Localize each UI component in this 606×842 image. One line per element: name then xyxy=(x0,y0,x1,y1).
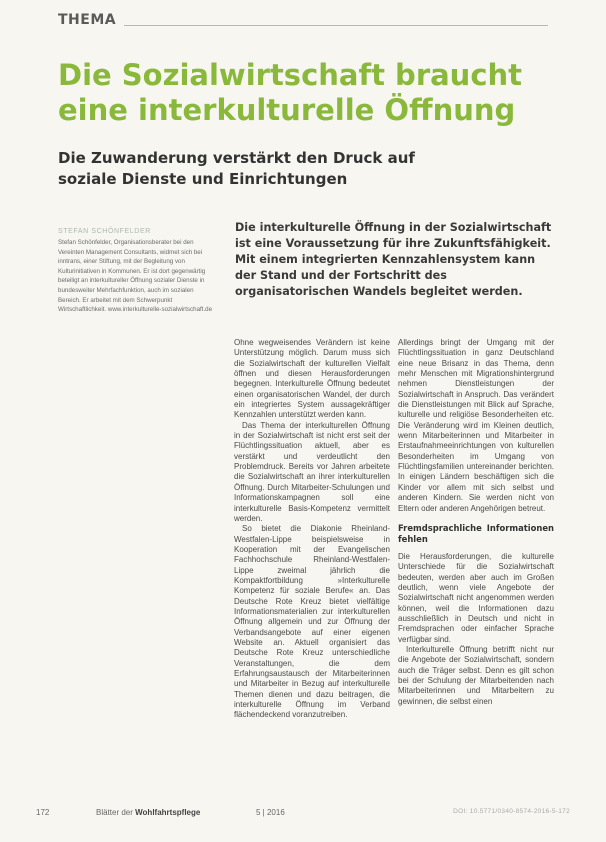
doi: DOI: 10.5771/0340-8574-2016-5-172 xyxy=(453,808,570,815)
body-paragraph: Ohne wegweisendes Verändern ist keine Unterstützung möglich. Darum muss sich die Sozialwirtschaft der kulturellen Vielfalt öffnen und diesen Herausforderungen begegnen. Interkulturelle Öffnung bedeutet einen organisatorischen Wandel, der durch ein integriertes System aussagekräftiger Kennzahlen unterstützt werden kann. xyxy=(234,338,390,420)
author-name: STEFAN SCHÖNFELDER xyxy=(58,228,151,235)
article-subtitle: Die Zuwanderung verstärkt den Druck auf soziale Dienste und Einrichtungen xyxy=(58,149,415,188)
subheading: Fremdsprachliche Informationen fehlen xyxy=(398,522,554,544)
issue-number: 5 | 2016 xyxy=(256,808,285,817)
body-paragraph: Das Thema der interkulturellen Öffnung in der Sozialwirtschaft ist nicht erst seit der Flüchtlingssituation aktuell, aber es verstärkt und verdeutlicht den Problemdruck. Bereits vor Jahren arbeitete die Sozialwirtschaft an ihrer interkulturellen Öffnung. Durch Mitarbeiter-Schulungen und Informationskampagnen soll eine interkulturelle Basis-Kompetenz vermittelt werden. xyxy=(234,420,390,523)
lead-paragraph: Die interkulturelle Öffnung in der Sozialwirtschaft ist eine Voraussetzung für ihre Zukunftsfähigkeit. Mit einem integrierten Kennzahlensystem kann der Stand und der Fortschritt des organisatorischen Wandels begleitet werden. xyxy=(235,221,552,298)
section-label: THEMA xyxy=(58,12,117,28)
author-bio: Stefan Schönfelder, Organisationsberater bei den Vereinten Management Consultants, widmet sich bei inntrans, einer Stiftung, mit der Begleitung von Kulturinitiativen in Kommunen. Er ist dort gegenwärtig beteiligt an interkultureller Öffnung sozialer Dienste in bundesweiter Mehrfachfunktion, auch im sozialen Bereich. Er arbeitet mit dem Schwerpunkt Wirtschaftlichkeit. www.interkulturelle-sozialwirtschaft.de xyxy=(58,239,213,314)
author-block xyxy=(58,228,216,315)
publication-prefix: Blätter der xyxy=(96,808,136,817)
body-paragraph: Die Herausforderungen, die kulturelle Unterschiede für die Sozialwirtschaft bedeuten, werden aber auch im Großen deutlich, wenn viele Angebote der Sozialwirtschaft nicht angenommen werden können, weil die Informationen dazu ausschließlich in Deutsch und nicht in Fremdsprachen oder einfacher Sprache verfügbar sind. xyxy=(398,551,554,644)
body-paragraph: Interkulturelle Öffnung betrifft nicht nur die Angebote der Sozialwirtschaft, sondern auch die Träger selbst. Denn es gilt schon bei der Schulung der Mitarbeitenden nach Mitarbeiterinnen und Mitarbeitern zu gewinnen, die selbst einen xyxy=(398,644,554,706)
publication-bold: Wohlfahrtspflege xyxy=(135,808,201,817)
section-rule xyxy=(124,25,548,26)
body-paragraph: Allerdings bringt der Umgang mit der Flüchtlingssituation in ganz Deutschland eine neue Brisanz in das Thema, denn mehr Menschen mit Migrationshintergrund nehmen Dienstleistungen der Sozialwirtschaft in Anspruch. Das verändert die Dienstleistungen mit Blick auf Sprache, kulturelle und religiöse Besonderheiten etc. Die Veränderung wird im Kleinen deutlich, wenn Mitarbeiterinnen und Mitarbeiter in Erstaufnahmeeinrichtungen von kulturellen Besonderheiten im Umgang von Flüchtlingsfamilien untereinander berichten. In einigen Ländern beschäftigen sich die Kinder vor allem mit sich selbst und anderen Kindern. Sie werden nicht von Eltern oder anderen Angehörigen betreut. xyxy=(398,338,554,513)
page-number: 172 xyxy=(36,808,50,817)
body-paragraph: So bietet die Diakonie Rheinland-Westfalen-Lippe beispielsweise in Kooperation mit der Evangelischen Fachhochschule Rheinland-Westfalen-Lippe zweimal jährlich die Kompaktfortbildung »Interkulturelle Kompetenz für soziale Berufe« an. Das Deutsche Rote Kreuz bietet vielfältige Informationsmaterialien zur interkulturellen Öffnung allgemein und zur Öffnung der Verbandsangebote auf einer eigenen Website an. Aktuell organisiert das Deutsche Rote Kreuz unterschiedliche Veranstaltungen, die dem Erfahrungsaustausch der Mitarbeiterinnen und Mitarbeiter in Bezug auf interkulturelle Themen dienen und dazu beitragen, die interkulturelle Öffnung im Verband flächendeckend voranzutreiben. xyxy=(234,524,390,720)
article-title: Die Sozialwirtschaft braucht eine interkulturelle Öffnung xyxy=(58,58,523,127)
body-column-2 xyxy=(398,338,554,707)
publication-name xyxy=(96,808,200,817)
page-footer xyxy=(36,806,570,820)
body-column-1 xyxy=(234,338,390,721)
